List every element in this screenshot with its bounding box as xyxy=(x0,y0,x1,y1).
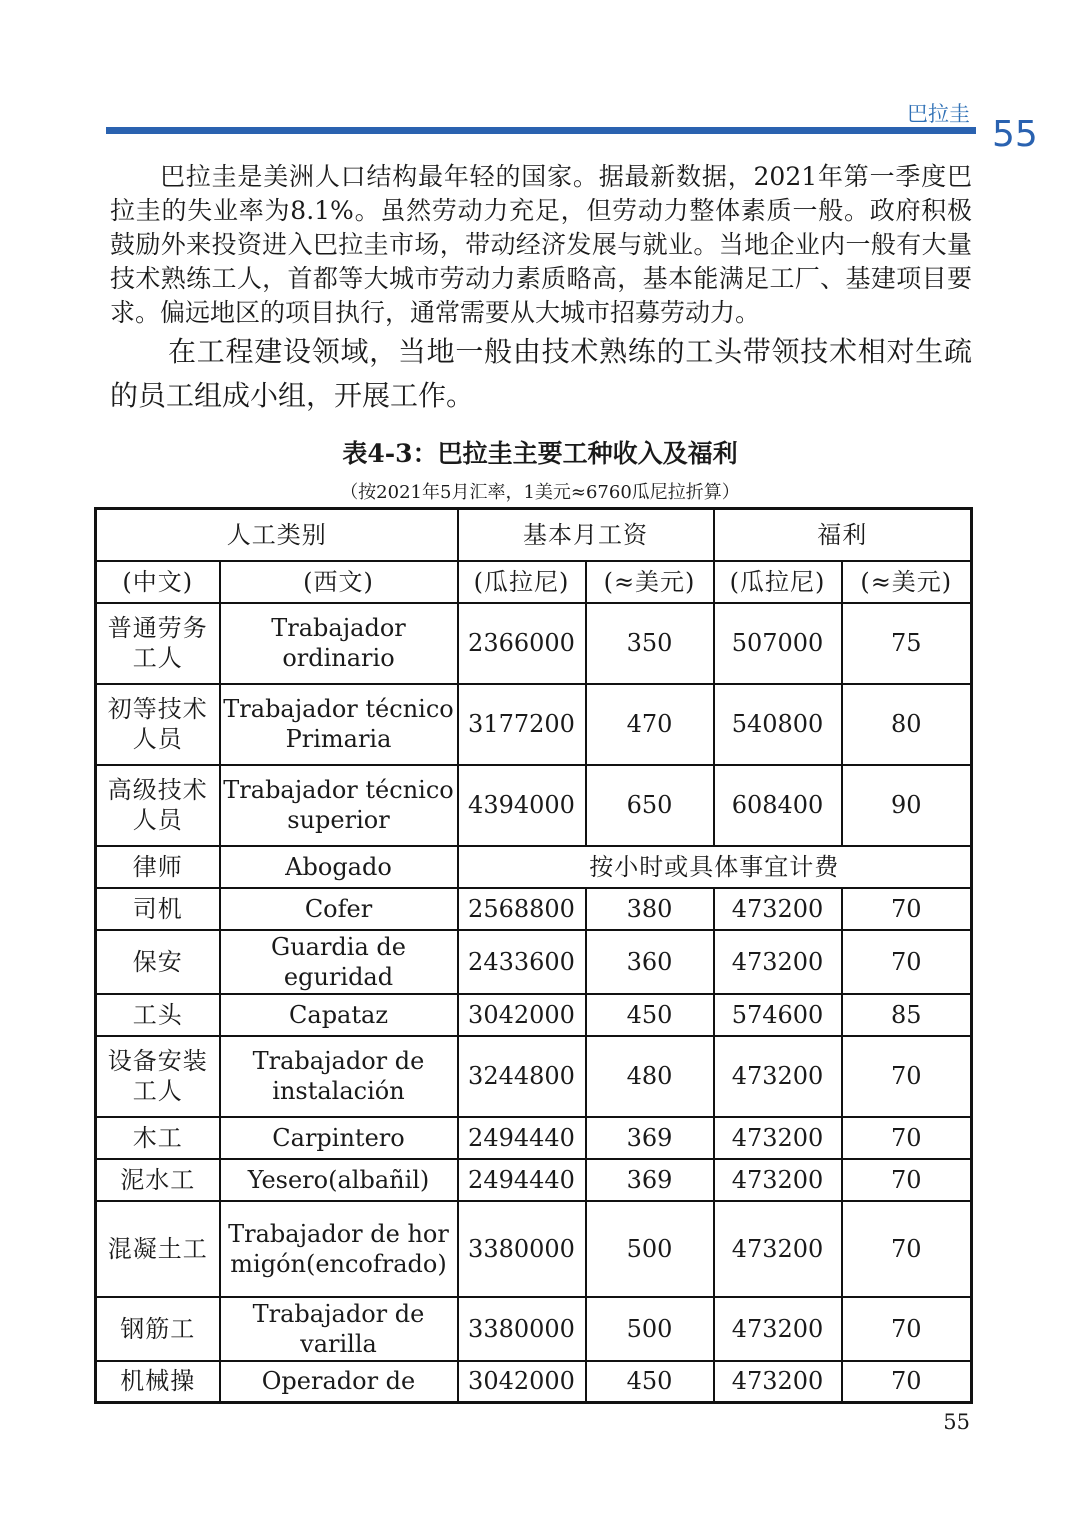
benefit-usd: 70 xyxy=(842,888,972,930)
job-spanish: Yesero(albañil) xyxy=(220,1159,458,1201)
table-row xyxy=(96,1361,972,1403)
salary-pyg: 4394000 xyxy=(458,765,586,846)
benefit-pyg: 507000 xyxy=(714,603,842,684)
salary-usd: 450 xyxy=(586,1361,714,1403)
table-row xyxy=(96,684,972,765)
benefit-usd: 75 xyxy=(842,603,972,684)
benefit-pyg: 473200 xyxy=(714,1201,842,1297)
salary-usd: 360 xyxy=(586,930,714,994)
job-chinese: 设备安装工人 xyxy=(96,1036,220,1117)
job-chinese: 保安 xyxy=(96,930,220,994)
table-row xyxy=(96,765,972,846)
benefit-pyg: 473200 xyxy=(714,1297,842,1361)
body-paragraph-2: 在工程建设领域，当地一般由技术熟练的工头带领技术相对生疏的员工组成小组，开展工作。 xyxy=(110,335,972,412)
job-spanish: Cofer xyxy=(220,888,458,930)
job-chinese: 机械操 xyxy=(96,1361,220,1403)
benefit-usd: 70 xyxy=(842,1159,972,1201)
job-chinese: 泥水工 xyxy=(96,1159,220,1201)
benefit-pyg: 608400 xyxy=(714,765,842,846)
salary-usd: 450 xyxy=(586,994,714,1036)
job-spanish: Trabajador ordinario xyxy=(220,603,458,684)
subheader-chinese: (中文) xyxy=(96,561,220,603)
benefit-usd: 85 xyxy=(842,994,972,1036)
job-chinese: 普通劳务工人 xyxy=(96,603,220,684)
subheader-benefit-pyg: (瓜拉尼) xyxy=(714,561,842,603)
salary-pyg: 3042000 xyxy=(458,994,586,1036)
table-header-row xyxy=(96,509,972,561)
benefit-usd: 70 xyxy=(842,1297,972,1361)
job-spanish: Guardia de eguridad xyxy=(220,930,458,994)
subheader-salary-pyg: (瓜拉尼) xyxy=(458,561,586,603)
table-row xyxy=(96,1159,972,1201)
salary-usd: 470 xyxy=(586,684,714,765)
job-chinese: 高级技术人员 xyxy=(96,765,220,846)
footer-page-number: 55 xyxy=(943,1410,970,1434)
subheader-salary-usd: (≈美元) xyxy=(586,561,714,603)
benefit-pyg: 473200 xyxy=(714,1159,842,1201)
table-row xyxy=(96,888,972,930)
subheader-benefit-usd: (≈美元) xyxy=(842,561,972,603)
salary-pyg: 2494440 xyxy=(458,1159,586,1201)
salary-pyg: 2568800 xyxy=(458,888,586,930)
lawyer-fee-note: 按小时或具体事宜计费 xyxy=(458,846,972,888)
benefit-usd: 70 xyxy=(842,1117,972,1159)
subheader-spanish: (西文) xyxy=(220,561,458,603)
job-spanish: Capataz xyxy=(220,994,458,1036)
table-row xyxy=(96,603,972,684)
benefit-pyg: 473200 xyxy=(714,930,842,994)
job-spanish: Trabajador técnico superior xyxy=(220,765,458,846)
table-row xyxy=(96,1297,972,1361)
benefit-pyg: 473200 xyxy=(714,888,842,930)
benefit-pyg: 473200 xyxy=(714,1036,842,1117)
running-header-country: 巴拉圭 xyxy=(907,102,970,126)
salary-usd: 369 xyxy=(586,1117,714,1159)
header-salary: 基本月工资 xyxy=(458,509,714,561)
salary-usd: 380 xyxy=(586,888,714,930)
benefit-pyg: 540800 xyxy=(714,684,842,765)
job-spanish: Trabajador de instalación xyxy=(220,1036,458,1117)
table-subheader-row xyxy=(96,561,972,603)
salary-usd: 500 xyxy=(586,1297,714,1361)
header-category: 人工类别 xyxy=(96,509,458,561)
job-spanish: Operador de xyxy=(220,1361,458,1403)
table-row xyxy=(96,1117,972,1159)
job-chinese: 律师 xyxy=(96,846,220,888)
table-title: 表4-3：巴拉圭主要工种收入及福利 xyxy=(342,439,738,468)
header-benefit: 福利 xyxy=(714,509,972,561)
benefit-usd: 70 xyxy=(842,930,972,994)
benefit-usd: 70 xyxy=(842,1036,972,1117)
job-chinese: 木工 xyxy=(96,1117,220,1159)
header-page-number: 55 xyxy=(992,114,1038,155)
benefit-usd: 80 xyxy=(842,684,972,765)
table-row xyxy=(96,846,972,888)
header-rule xyxy=(106,127,976,134)
salary-pyg: 2494440 xyxy=(458,1117,586,1159)
salary-usd: 650 xyxy=(586,765,714,846)
salary-pyg: 3042000 xyxy=(458,1361,586,1403)
salary-pyg: 3177200 xyxy=(458,684,586,765)
benefit-pyg: 473200 xyxy=(714,1117,842,1159)
benefit-usd: 70 xyxy=(842,1201,972,1297)
table-row xyxy=(96,930,972,994)
salary-pyg: 3244800 xyxy=(458,1036,586,1117)
salary-usd: 500 xyxy=(586,1201,714,1297)
salary-pyg: 3380000 xyxy=(458,1297,586,1361)
body-paragraph-1: 巴拉圭是美洲人口结构最年轻的国家。据最新数据，2021年第一季度巴拉圭的失业率为8.1%。虽然劳动力充足，但劳动力整体素质一般。政府积极鼓励外来投资进入巴拉圭市场，带动经济发展与就业。当地企业内一般有大量技术熟练工人，首都等大城市劳动力素质略高，基本能满足工厂、基建项目要求。偏远地区的项目执行，通常需要从大城市招募劳动力。 xyxy=(110,162,972,327)
table-row xyxy=(96,1036,972,1117)
job-chinese: 司机 xyxy=(96,888,220,930)
table-note: （按2021年5月汇率，1美元≈6760瓜尼拉折算） xyxy=(340,482,740,503)
salary-pyg: 3380000 xyxy=(458,1201,586,1297)
table-row xyxy=(96,994,972,1036)
benefit-usd: 90 xyxy=(842,765,972,846)
salary-usd: 369 xyxy=(586,1159,714,1201)
salary-pyg: 2433600 xyxy=(458,930,586,994)
benefit-pyg: 574600 xyxy=(714,994,842,1036)
job-chinese: 工头 xyxy=(96,994,220,1036)
job-spanish: Trabajador técnico Primaria xyxy=(220,684,458,765)
wage-table xyxy=(94,507,973,1404)
job-chinese: 初等技术人员 xyxy=(96,684,220,765)
job-spanish: Abogado xyxy=(220,846,458,888)
job-chinese: 混凝土工 xyxy=(96,1201,220,1297)
salary-usd: 480 xyxy=(586,1036,714,1117)
table-row xyxy=(96,1201,972,1297)
salary-usd: 350 xyxy=(586,603,714,684)
benefit-usd: 70 xyxy=(842,1361,972,1403)
benefit-pyg: 473200 xyxy=(714,1361,842,1403)
job-chinese: 钢筋工 xyxy=(96,1297,220,1361)
job-spanish: Carpintero xyxy=(220,1117,458,1159)
job-spanish: Trabajador de hormigón(encofrado) xyxy=(220,1201,458,1297)
job-spanish: Trabajador de varilla xyxy=(220,1297,458,1361)
salary-pyg: 2366000 xyxy=(458,603,586,684)
